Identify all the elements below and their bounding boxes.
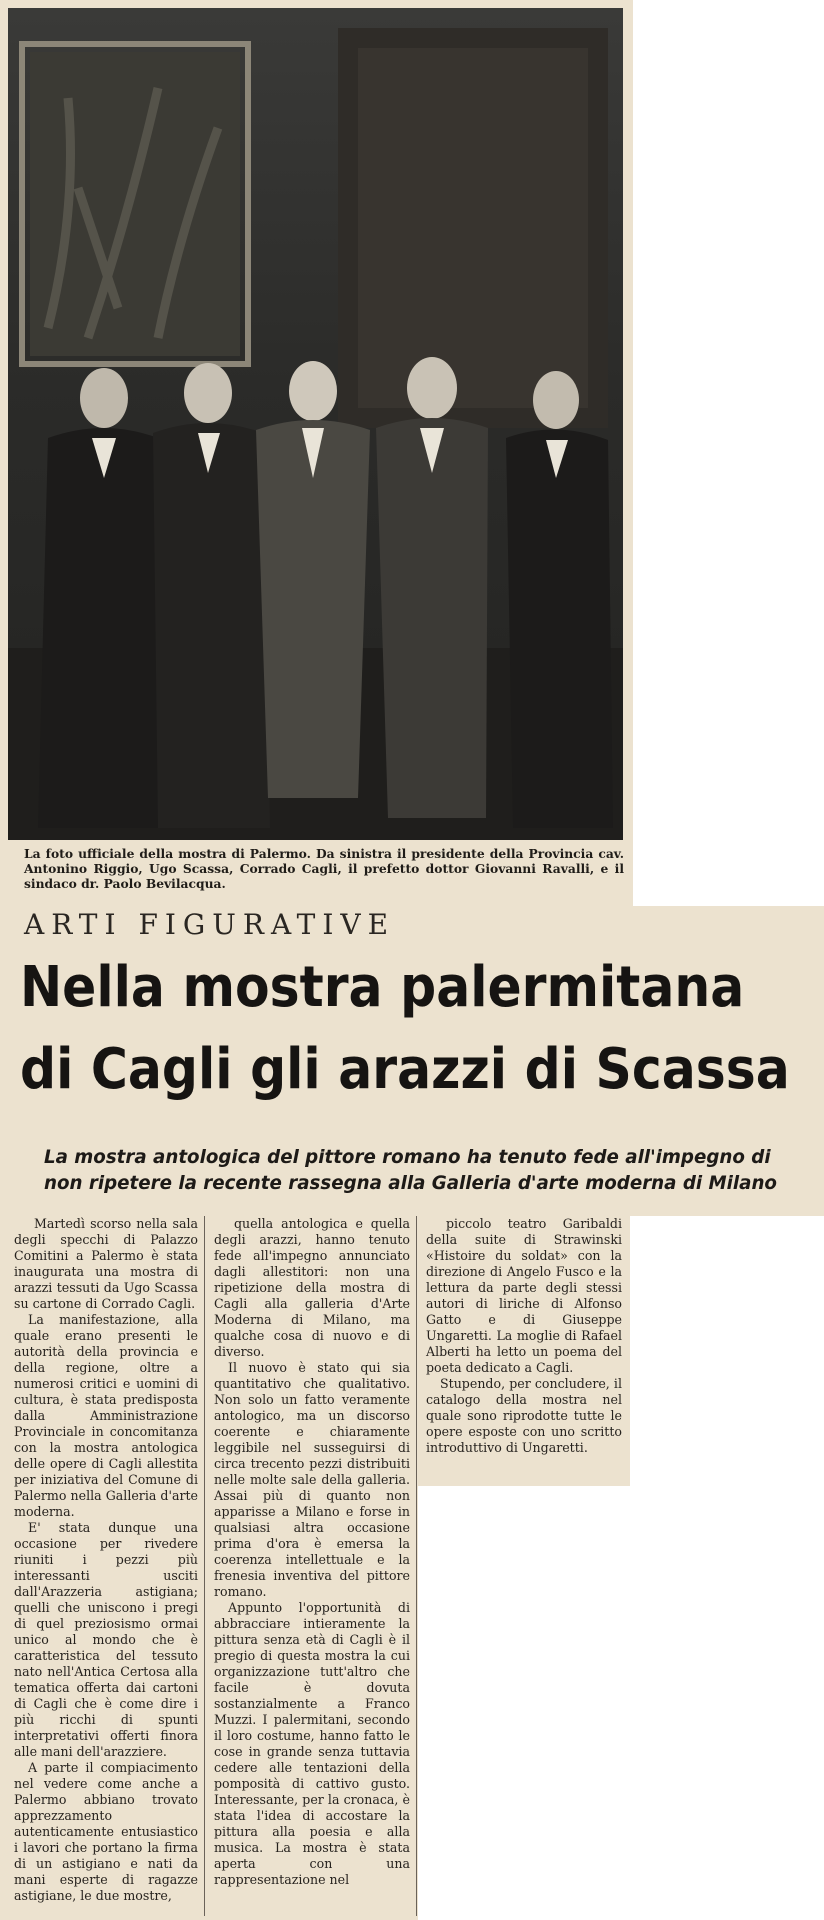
photo-illustration (8, 8, 623, 840)
photo-caption: La foto ufficiale della mostra di Palermo. Da sinistra il presidente della Provincia cav. Antonino Riggio, Ugo Scassa, Corrado Cagli, il prefetto dottor Giovanni Ravalli, e il sindaco dr. Paolo Bevilacqua. (24, 846, 624, 891)
headline-line-1: Nella mostra palermitana (20, 955, 745, 1020)
article-column-2 (214, 1216, 410, 1888)
paragraph: Martedì scorso nella sala degli specchi di Palazzo Comitini a Palermo è stata inaugurata una mostra di arazzi tessuti da Ugo Scassa su cartone di Corrado Cagli. (14, 1216, 198, 1311)
column-divider (416, 1216, 417, 1916)
article-column-3 (426, 1216, 622, 1456)
paragraph: E' stata dunque una occasione per rivedere riuniti i pezzi più interessanti usciti dall'Arazzeria astigiana; quelli che uniscono i pregi di quel preziosismo ormai unico al mondo che è caratteristica del tessuto nato nell'Antica Certosa alla tematica offerta dai cartoni di Cagli che è come dire i più ricchi di spunti interpretativi offerti finora alle mani dell'arazziere. (14, 1520, 198, 1759)
paragraph: A parte il compiacimento nel vedere come anche a Palermo abbiano trovato apprezzamento autenticamente entusiastico i lavori che portano la firma di un astigiano e nati da mani esperte di ragazze astigiane, le due mostre, (14, 1760, 198, 1903)
paragraph: Appunto l'opportunità di abbracciare intieramente la pittura senza età di Cagli è il pregio di questa mostra la cui organizzazione tutt'altro che facile è dovuta sostanzialmente a Franco Muzzi. I palermitani, secondo il loro costume, hanno fatto le cose in grande senza tuttavia cedere alle tentazioni della pomposità di cattivo gusto. Interessante, per la cronaca, è stata l'idea di accostare la pittura alla poesia e alla musica. La mostra è stata aperta con una rappresentazione nel (214, 1600, 410, 1887)
subheadline: La mostra antologica del pittore romano ha tenuto fede all'impegno di non ripetere la recente rassegna alla Galleria d'arte moderna di Milano (44, 1146, 777, 1194)
paragraph: piccolo teatro Garibaldi della suite di Strawinski «Histoire du soldat» con la direzione di Angelo Fusco e la lettura da parte degli stessi autori di liriche di Alfonso Gatto e di Giuseppe Ungaretti. La moglie di Rafael Alberti ha letto un poema del poeta dedicato a Cagli. (426, 1216, 622, 1375)
photo-of-five-men (8, 8, 623, 840)
paragraph: quella antologica e quella degli arazzi, hanno tenuto fede all'impegno annunciato dagli allestitori: non una ripetizione della mostra di Cagli alla galleria d'Arte Moderna di Milano, ma qualche cosa di nuovo e di diverso. (214, 1216, 410, 1359)
paragraph: Il nuovo è stato qui sia quantitativo che qualitativo. Non solo un fatto veramente antologico, ma un discorso coerente e chiaramente leggibile nel susseguirsi di circa trecento pezzi distribuiti nelle molte sale della galleria. Assai più di quanto non apparisse a Milano e forse in qualsiasi altra occasione prima d'ora è emersa la coerenza intellettuale e la frenesia inventiva del pittore romano. (214, 1360, 410, 1599)
paragraph: Stupendo, per concludere, il catalogo della mostra nel quale sono riprodotte tutte le opere esposte con uno scritto introduttivo di Ungaretti. (426, 1376, 622, 1455)
section-kicker: ARTI FIGURATIVE (24, 908, 396, 941)
paragraph: La manifestazione, alla quale erano presenti le autorità della provincia e della regione, oltre a numerosi critici e uomini di cultura, è stata predisposta dalla Amministrazione Provinciale in concomitanza con la mostra antologica delle opere di Cagli allestita per iniziativa del Comune di Palermo nella Galleria d'arte moderna. (14, 1312, 198, 1519)
headline-line-2: di Cagli gli arazzi di Scassa (20, 1037, 790, 1102)
column-divider (204, 1216, 205, 1916)
article-column-1 (14, 1216, 198, 1904)
